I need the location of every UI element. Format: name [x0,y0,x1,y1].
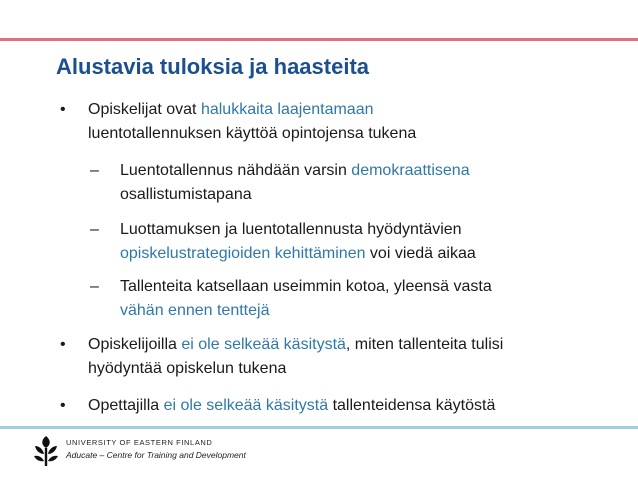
highlight-run: opiskelustrategioiden kehittäminen [120,245,366,262]
highlight-run: halukkaita laajentamaan [200,101,374,118]
bullet-marker: • [60,101,66,118]
bullet-item [88,394,495,418]
text-line [120,299,492,323]
uef-logo-icon [32,434,60,468]
highlight-run: demokraattisena [351,162,470,179]
text-line [120,159,470,183]
highlight-run: ei ole selkeää käsitystä [181,336,346,353]
text-line [120,183,470,207]
dash-marker: – [90,162,99,179]
text-run: osallistumistapana [120,186,252,203]
text-line [120,218,476,242]
highlight-run: ei ole selkeää käsitystä [163,397,329,414]
dash-marker: – [90,278,99,295]
text-run: voi viedä aikaa [365,245,476,262]
bottom-accent-rule [0,426,638,429]
text-run: Opiskelijat ovat [88,101,201,118]
sub-bullet-item [120,275,492,323]
text-run: Luentotallennus nähdään varsin [120,162,352,179]
footer [32,434,332,470]
text-line [120,242,476,266]
highlight-run: vähän ennen tenttejä [120,302,270,319]
top-accent-rule [0,38,638,41]
bullet-item [88,333,503,381]
text-line [88,98,416,122]
slide-title: Alustavia tuloksia ja haasteita [56,54,370,79]
text-run: Opiskelijoilla [88,336,182,353]
text-line [88,394,495,418]
text-run: Luottamuksen ja luentotallennusta hyödyntävien [120,221,462,238]
text-run: luentotallennuksen käyttöä opintojensa tukena [88,125,417,142]
text-line [120,275,492,299]
text-run: Opettajilla [88,397,164,414]
text-run: , miten tallenteita tulisi [345,336,504,353]
bullet-item [88,98,416,146]
dash-marker: – [90,221,99,238]
text-run: tallenteidensa käytöstä [328,397,496,414]
sub-bullet-item [120,159,470,207]
text-line [88,357,503,381]
sub-bullet-item [120,218,476,266]
text-line [88,122,416,146]
bullet-marker: • [60,336,66,353]
unit-name: Aducate – Centre for Training and Development [66,450,246,460]
university-name: UNIVERSITY OF EASTERN FINLAND [66,438,213,447]
text-run: hyödyntää opiskelun tukena [88,360,287,377]
text-line [88,333,503,357]
bullet-marker: • [60,397,66,414]
text-run: Tallenteita katsellaan useimmin kotoa, yleensä vasta [120,278,492,295]
